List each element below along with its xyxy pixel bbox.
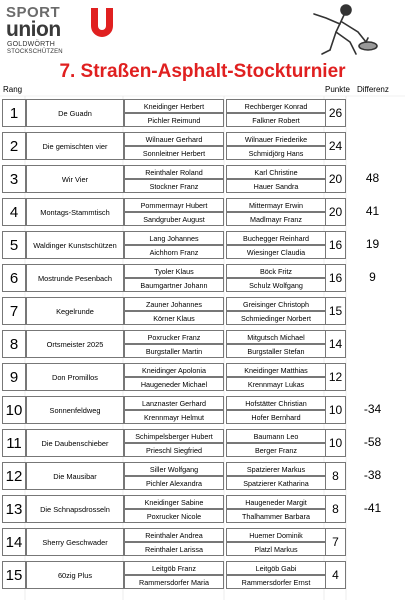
rank-cell: 7 xyxy=(2,297,26,325)
player-cell: Baumann Leo xyxy=(226,429,326,443)
player-cell: Stockner Franz xyxy=(124,179,224,193)
difference-cell: -58 xyxy=(363,435,382,449)
rank-cell: 15 xyxy=(2,561,26,589)
union-u-icon xyxy=(88,6,116,42)
points-cell: 26 xyxy=(325,99,346,127)
player-cell: Sonnleitner Herbert xyxy=(124,146,224,160)
team-name-cell: Ortsmeister 2025 xyxy=(26,330,124,358)
player-cell: Wilnauer Friederike xyxy=(226,132,326,146)
points-cell: 20 xyxy=(325,198,346,226)
table-row xyxy=(0,392,405,425)
player-cell: Pommermayr Hubert xyxy=(124,198,224,212)
table-row xyxy=(0,458,405,491)
page-title: 7. Straßen-Asphalt-Stockturnier xyxy=(59,61,346,82)
difference-cell: -41 xyxy=(363,501,382,515)
team-name-cell: Waldinger Kunstschützen xyxy=(26,231,124,259)
table-row xyxy=(0,425,405,458)
column-header-punkte: Punkte xyxy=(325,85,350,94)
rank-cell: 5 xyxy=(2,231,26,259)
player-cell: Lanznaster Gerhard xyxy=(124,396,224,410)
table-row xyxy=(0,194,405,227)
rank-cell: 4 xyxy=(2,198,26,226)
rank-cell: 14 xyxy=(2,528,26,556)
player-cell: Wiesinger Claudia xyxy=(226,245,326,259)
difference-cell: -34 xyxy=(363,402,382,416)
player-cell: Aichhorn Franz xyxy=(124,245,224,259)
difference-cell: -38 xyxy=(363,468,382,482)
player-cell: Spatzierer Markus xyxy=(226,462,326,476)
player-cell: Kneidinger Matthias xyxy=(226,363,326,377)
difference-cell: 41 xyxy=(365,204,380,218)
player-cell: Haugeneder Michael xyxy=(124,377,224,391)
player-cell: Körner Klaus xyxy=(124,311,224,325)
player-cell: Burgstaller Martin xyxy=(124,344,224,358)
team-name-cell: Die gemischten vier xyxy=(26,132,124,160)
points-cell: 8 xyxy=(325,495,346,523)
player-cell: Reinthaler Roland xyxy=(124,165,224,179)
table-row xyxy=(0,359,405,392)
points-cell: 8 xyxy=(325,462,346,490)
difference-cell xyxy=(350,132,395,158)
stock-player-icon xyxy=(300,2,378,58)
table-row xyxy=(0,95,405,128)
player-cell: Schimpelsberger Hubert xyxy=(124,429,224,443)
player-cell: Berger Franz xyxy=(226,443,326,457)
player-cell: Tyoler Klaus xyxy=(124,264,224,278)
team-name-cell: Sonnenfeldweg xyxy=(26,396,124,424)
points-cell: 12 xyxy=(325,363,346,391)
points-cell: 24 xyxy=(325,132,346,160)
player-cell: Greisinger Christoph xyxy=(226,297,326,311)
difference-cell: 19 xyxy=(365,237,380,251)
player-cell: Zauner Johannes xyxy=(124,297,224,311)
difference-cell xyxy=(350,363,395,389)
table-row xyxy=(0,128,405,161)
player-cell: Reinthaler Andrea xyxy=(124,528,224,542)
player-cell: Rechberger Konrad xyxy=(226,99,326,113)
player-cell: Buchegger Reinhard xyxy=(226,231,326,245)
points-cell: 15 xyxy=(325,297,346,325)
player-cell: Böck Fritz xyxy=(226,264,326,278)
player-cell: Mitgutsch Michael xyxy=(226,330,326,344)
points-cell: 16 xyxy=(325,231,346,259)
logo-stockschuetzen-text: STOCKSCHÜTZEN xyxy=(7,49,63,55)
difference-cell xyxy=(350,528,395,554)
rank-cell: 3 xyxy=(2,165,26,193)
player-cell: Kneidinger Herbert xyxy=(124,99,224,113)
player-cell: Sandgruber August xyxy=(124,212,224,226)
table-row xyxy=(0,326,405,359)
player-cell: Leitgöb Gabi xyxy=(226,561,326,575)
player-cell: Huemer Dominik xyxy=(226,528,326,542)
player-cell: Prieschl Siegfried xyxy=(124,443,224,457)
player-cell: Haugeneder Margit xyxy=(226,495,326,509)
player-cell: Leitgöb Franz xyxy=(124,561,224,575)
player-cell: Hofstätter Christian xyxy=(226,396,326,410)
rank-cell: 8 xyxy=(2,330,26,358)
points-cell: 14 xyxy=(325,330,346,358)
points-cell: 7 xyxy=(325,528,346,556)
team-name-cell: Don Promillos xyxy=(26,363,124,391)
difference-cell xyxy=(350,99,395,125)
rank-cell: 13 xyxy=(2,495,26,523)
team-name-cell: Die Daubenschieber xyxy=(26,429,124,457)
player-cell: Kneidinger Sabine xyxy=(124,495,224,509)
player-cell: Pichler Alexandra xyxy=(124,476,224,490)
player-cell: Burgstaller Stefan xyxy=(226,344,326,358)
team-name-cell: Die Mausibar xyxy=(26,462,124,490)
player-cell: Lang Johannes xyxy=(124,231,224,245)
player-cell: Schmiedinger Norbert xyxy=(226,311,326,325)
player-cell: Siller Wolfgang xyxy=(124,462,224,476)
player-cell: Hauer Sandra xyxy=(226,179,326,193)
column-header-rang: Rang xyxy=(3,85,23,94)
player-cell: Falkner Robert xyxy=(226,113,326,127)
table-row xyxy=(0,161,405,194)
difference-cell: 48 xyxy=(365,171,380,185)
points-cell: 10 xyxy=(325,396,346,424)
points-cell: 10 xyxy=(325,429,346,457)
rank-cell: 1 xyxy=(2,99,26,127)
player-cell: Schmidjörg Hans xyxy=(226,146,326,160)
player-cell: Karl Christine xyxy=(226,165,326,179)
table-row xyxy=(0,557,405,590)
rank-cell: 9 xyxy=(2,363,26,391)
player-cell: Thalhammer Barbara xyxy=(226,509,326,523)
player-cell: Rammersdorfer Ernst xyxy=(226,575,326,589)
player-cell: Baumgartner Johann xyxy=(124,278,224,292)
table-row xyxy=(0,524,405,557)
player-cell: Hofer Bernhard xyxy=(226,410,326,424)
table-row xyxy=(0,227,405,260)
player-cell: Reinthaler Larissa xyxy=(124,542,224,556)
difference-cell xyxy=(350,297,395,323)
points-cell: 4 xyxy=(325,561,346,589)
player-cell: Rammersdorfer Maria xyxy=(124,575,224,589)
logo-goldwoerth-text: GOLDWÖRTH xyxy=(7,41,55,48)
logo-sport-text: SPORT xyxy=(6,4,61,21)
team-name-cell: Wir Vier xyxy=(26,165,124,193)
player-cell: Poxrucker Nicole xyxy=(124,509,224,523)
player-cell: Kneidinger Apolonia xyxy=(124,363,224,377)
table-row xyxy=(0,260,405,293)
points-cell: 20 xyxy=(325,165,346,193)
team-name-cell: Die Schnapsdrosseln xyxy=(26,495,124,523)
team-name-cell: 60zig Plus xyxy=(26,561,124,589)
rank-cell: 2 xyxy=(2,132,26,160)
rank-cell: 10 xyxy=(2,396,26,424)
player-cell: Platzl Markus xyxy=(226,542,326,556)
player-cell: Mittermayr Erwin xyxy=(226,198,326,212)
player-cell: Spatzierer Katharina xyxy=(226,476,326,490)
difference-cell: 9 xyxy=(369,270,376,284)
difference-cell xyxy=(350,330,395,356)
team-name-cell: Mostrunde Pesenbach xyxy=(26,264,124,292)
table-row xyxy=(0,293,405,326)
difference-cell xyxy=(350,561,395,587)
team-name-cell: Kegelrunde xyxy=(26,297,124,325)
column-header-differenz: Differenz xyxy=(357,85,389,94)
player-cell: Schulz Wolfgang xyxy=(226,278,326,292)
rank-cell: 12 xyxy=(2,462,26,490)
team-name-cell: Montags-Stammtisch xyxy=(26,198,124,226)
player-cell: Pichler Reimund xyxy=(124,113,224,127)
team-name-cell: Sherry Geschwader xyxy=(26,528,124,556)
player-cell: Krennmayr Helmut xyxy=(124,410,224,424)
table-row xyxy=(0,491,405,524)
rank-cell: 11 xyxy=(2,429,26,457)
team-name-cell: De Guadn xyxy=(26,99,124,127)
player-cell: Madlmayr Franz xyxy=(226,212,326,226)
club-logo xyxy=(6,4,116,54)
logo-union-text: union xyxy=(6,18,61,41)
player-cell: Poxrucker Franz xyxy=(124,330,224,344)
player-cell: Wilnauer Gerhard xyxy=(124,132,224,146)
points-cell: 16 xyxy=(325,264,346,292)
player-cell: Krennmayr Lukas xyxy=(226,377,326,391)
rank-cell: 6 xyxy=(2,264,26,292)
